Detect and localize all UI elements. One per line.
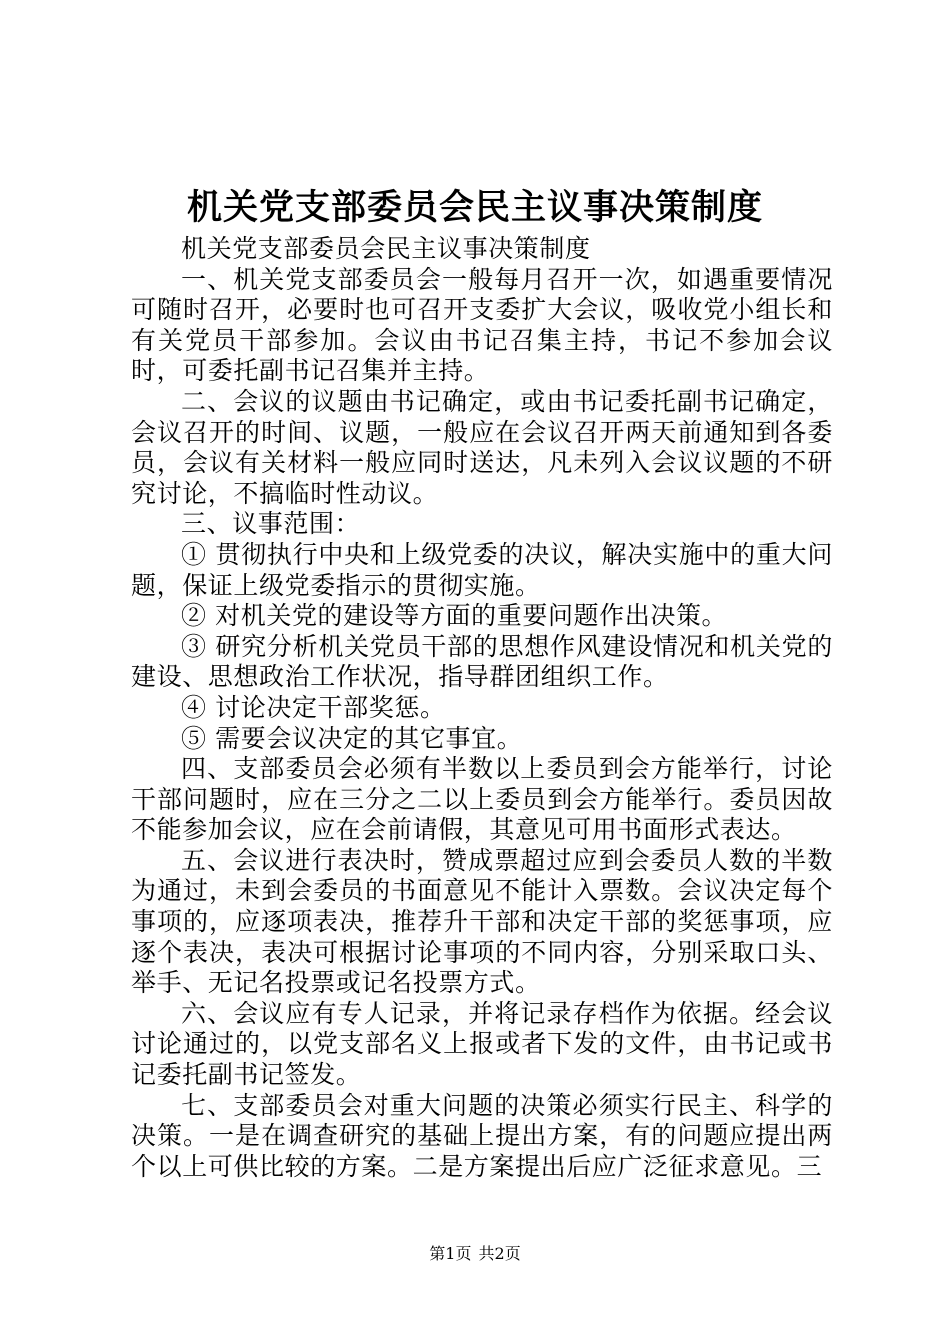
paragraph-3: 三、议事范围： <box>181 509 361 539</box>
paragraph-1: 一、机关党支部委员会一般每月召开一次，如遇重要情况可随时召开，必要时也可召开支委扩大会议，吸收党小组长和有关党员干部参加。会议由书记召集主持，书记不参加会议时，可委托副书记召集并主持。 <box>131 264 833 386</box>
paragraph-5: 五、会议进行表决时，赞成票超过应到会委员人数的半数为通过，未到会委员的书面意见不能计入票数。会议决定每个事项的，应逐项表决，推荐升干部和决定干部的奖惩事项，应逐个表决，表决可根据讨论事项的不同内容，分别采取口头、举手、无记名投票或记名投票方式。 <box>131 845 833 998</box>
paragraph-2: 二、会议的议题由书记确定，或由书记委托副书记确定，会议召开的时间、议题，一般应在会议召开两天前通知到各委员，会议有关材料一般应同时送达，凡未列入会议议题的不研究讨论，不搞临时性动议。 <box>131 386 833 508</box>
paragraph-4: 四、支部委员会必须有半数以上委员到会方能举行，讨论干部问题时，应在三分之二以上委员到会方能举行。委员因故不能参加会议，应在会前请假，其意见可用书面形式表达。 <box>131 754 833 845</box>
paragraph-subtitle: 机关党支部委员会民主议事决策制度 <box>181 234 591 263</box>
scope-item-5: ⑤ 需要会议决定的其它事宜。 <box>181 723 523 753</box>
document-title: 机关党支部委员会民主议事决策制度 <box>186 187 763 228</box>
page-number: 第1页 <box>429 1244 472 1263</box>
page-footer <box>0 1244 950 1264</box>
paragraph-6: 六、会议应有专人记录，并将记录存档作为依据。经会议讨论通过的，以党支部名义上报或者下发的文件，由书记或书记委托副书记签发。 <box>131 998 833 1090</box>
scope-item-1: ① 贯彻执行中央和上级党委的决议，解决实施中的重大问题，保证上级党委指示的贯彻实施。 <box>131 539 833 600</box>
paragraph-7: 七、支部委员会对重大问题的决策必须实行民主、科学的决策。一是在调查研究的基础上提出方案，有的问题应提出两个以上可供比较的方案。二是方案提出后应广泛征求意见。三 <box>131 1090 833 1181</box>
page-total: 共2页 <box>478 1244 521 1263</box>
scope-item-4: ④ 讨论决定干部奖惩。 <box>181 692 446 722</box>
document-body <box>131 234 833 1182</box>
scope-item-3: ③ 研究分析机关党员干部的思想作风建设情况和机关党的建设、思想政治工作状况，指导群团组织工作。 <box>131 631 833 692</box>
scope-item-2: ② 对机关党的建设等方面的重要问题作出决策。 <box>181 601 728 631</box>
